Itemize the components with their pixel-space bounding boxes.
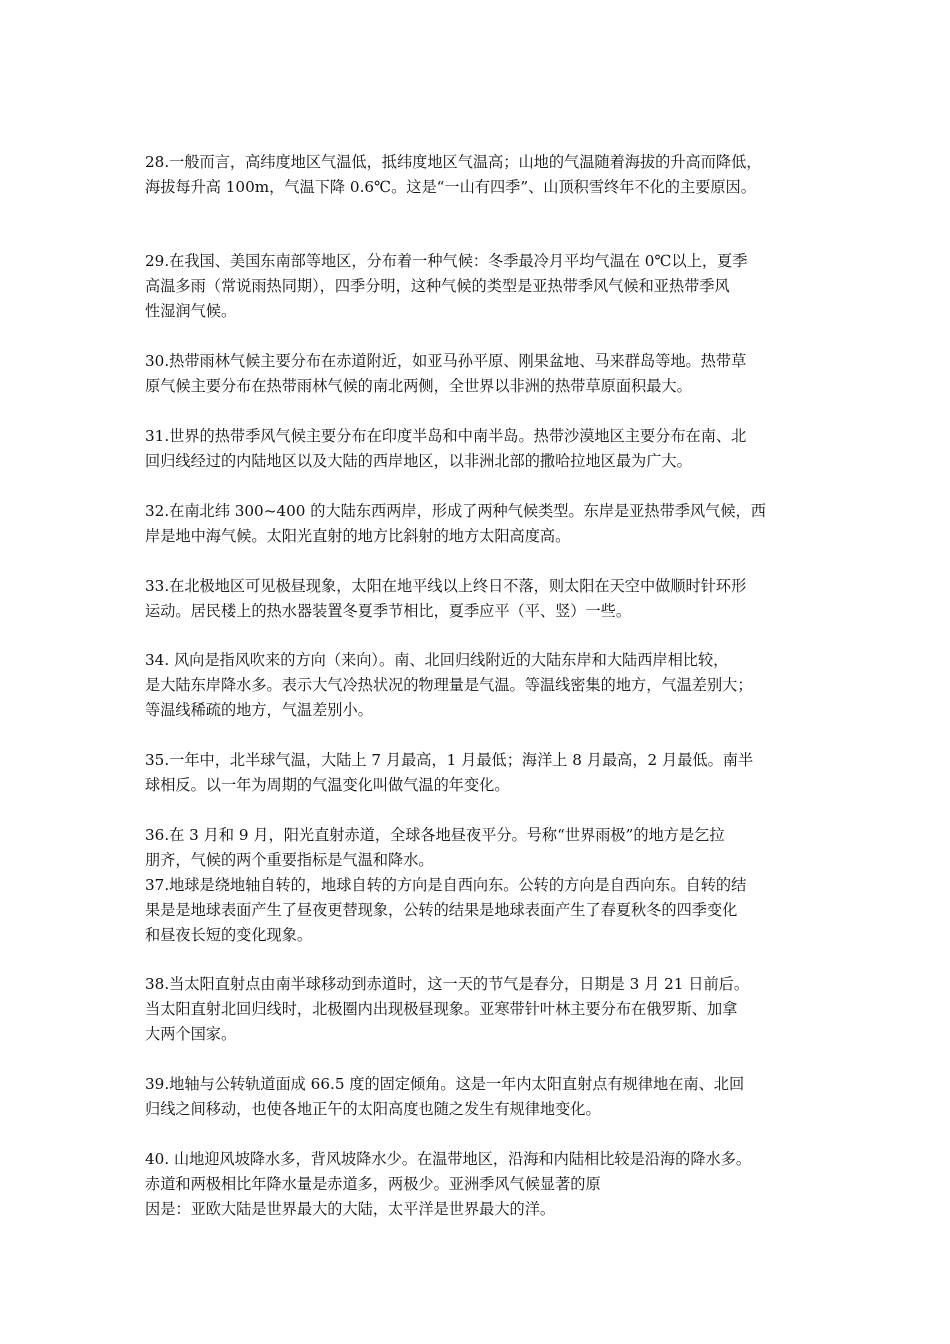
paragraph-31 bbox=[145, 424, 815, 474]
text-line: 原气候主要分布在热带雨林气候的南北两侧，全世界以非洲的热带草原面积最大。 bbox=[145, 377, 692, 395]
paragraph-33 bbox=[145, 574, 815, 624]
paragraph-36-37 bbox=[145, 823, 815, 948]
text-line: 归线之间移动，也使各地正午的太阳高度也随之发生有规律地变化。 bbox=[145, 1100, 601, 1118]
text-line: 赤道和两极相比年降水量是赤道多，两极少。亚洲季风气候显著的原 bbox=[145, 1175, 601, 1193]
text-line: 回归线经过的内陆地区以及大陆的西岸地区，以非洲北部的撒哈拉地区最为广大。 bbox=[145, 452, 692, 470]
paragraph-28 bbox=[145, 150, 815, 200]
text-line: 等温线稀疏的地方，气温差别小。 bbox=[145, 701, 373, 719]
paragraph-38 bbox=[145, 972, 815, 1047]
text-line: 38.当太阳直射点由南半球移动到赤道时，这一天的节气是春分，日期是 3 月 21 日前后。 bbox=[145, 975, 750, 993]
text-line: 当太阳直射北回归线时，北极圈内出现极昼现象。亚寒带针叶林主要分布在俄罗斯、加拿 bbox=[145, 1000, 738, 1018]
text-line: 朋齐，气候的两个重要指标是气温和降水。 bbox=[145, 851, 434, 869]
text-line: 34. 风向是指风吹来的方向（来向）。南、北回归线附近的大陆东岸和大陆西岸相比较， bbox=[145, 651, 729, 669]
text-line: 32.在南北纬 300~400 的大陆东西两岸，形成了两种气候类型。东岸是亚热带季风气候，西 bbox=[145, 502, 766, 520]
text-line: 海拔每升高 100m，气温下降 0.6℃。这是“一山有四季”、山顶积雪终年不化的主要原因。 bbox=[145, 178, 756, 196]
text-line: 33.在北极地区可见极昼现象，太阳在地平线以上终日不落，则太阳在天空中做顺时针环形 bbox=[145, 577, 747, 595]
paragraph-40 bbox=[145, 1147, 815, 1222]
text-line: 果是是地球表面产生了昼夜更替现象，公转的结果是地球表面产生了春夏秋冬的四季变化 bbox=[145, 901, 738, 919]
text-line: 运动。居民楼上的热水器装置冬夏季节相比，夏季应平（平、竖）一些。 bbox=[145, 602, 631, 620]
text-line: 39.地轴与公转轨道面成 66.5 度的固定倾角。这是一年内太阳直射点有规律地在南、北回 bbox=[145, 1075, 745, 1093]
text-line: 性湿润气候。 bbox=[145, 302, 237, 320]
text-line: 31.世界的热带季风气候主要分布在印度半岛和中南半岛。热带沙漠地区主要分布在南、北 bbox=[145, 427, 747, 445]
text-line: 30.热带雨林气候主要分布在赤道附近，如亚马孙平原、刚果盆地、马来群岛等地。热带草 bbox=[145, 352, 747, 370]
paragraph-32 bbox=[145, 499, 815, 549]
paragraph-34 bbox=[145, 648, 815, 723]
paragraph-39 bbox=[145, 1072, 815, 1122]
text-line: 28.一般而言，高纬度地区气温低，抵纬度地区气温高；山地的气温随着海拔的升高而降低， bbox=[145, 153, 762, 171]
text-line: 高温多雨（常说雨热同期），四季分明，这种气候的类型是亚热带季风气候和亚热带季风 bbox=[145, 277, 730, 295]
paragraph-35 bbox=[145, 748, 815, 798]
text-line: 因是：亚欧大陆是世界最大的大陆，太平洋是世界最大的洋。 bbox=[145, 1200, 556, 1218]
text-line: 岸是地中海气候。太阳光直射的地方比斜射的地方太阳高度高。 bbox=[145, 527, 571, 545]
text-line: 40. 山地迎风坡降水多，背风坡降水少。在温带地区，沿海和内陆相比较是沿海的降水多。 bbox=[145, 1150, 752, 1168]
paragraph-30 bbox=[145, 349, 815, 399]
text-line: 大两个国家。 bbox=[145, 1025, 237, 1043]
text-line: 36.在 3 月和 9 月，阳光直射赤道，全球各地昼夜平分。号称“世界雨极”的地方是乞拉 bbox=[145, 826, 725, 844]
text-line: 和昼夜长短的变化现象。 bbox=[145, 926, 313, 944]
text-line: 35.一年中，北半球气温，大陆上 7 月最高，1 月最低；海洋上 8 月最高，2 月最低。南半 bbox=[145, 751, 754, 769]
paragraph-29 bbox=[145, 249, 815, 324]
text-line: 是大陆东岸降水多。表示大气冷热状况的物理量是气温。等温线密集的地方，气温差别大； bbox=[145, 676, 753, 694]
text-line: 球相反。以一年为周期的气温变化叫做气温的年变化。 bbox=[145, 776, 510, 794]
text-line: 29.在我国、美国东南部等地区，分布着一种气候：冬季最冷月平均气温在 0℃以上，夏季 bbox=[145, 252, 748, 270]
text-line: 37.地球是绕地轴自转的，地球自转的方向是自西向东。公转的方向是自西向东。自转的结 bbox=[145, 876, 747, 894]
